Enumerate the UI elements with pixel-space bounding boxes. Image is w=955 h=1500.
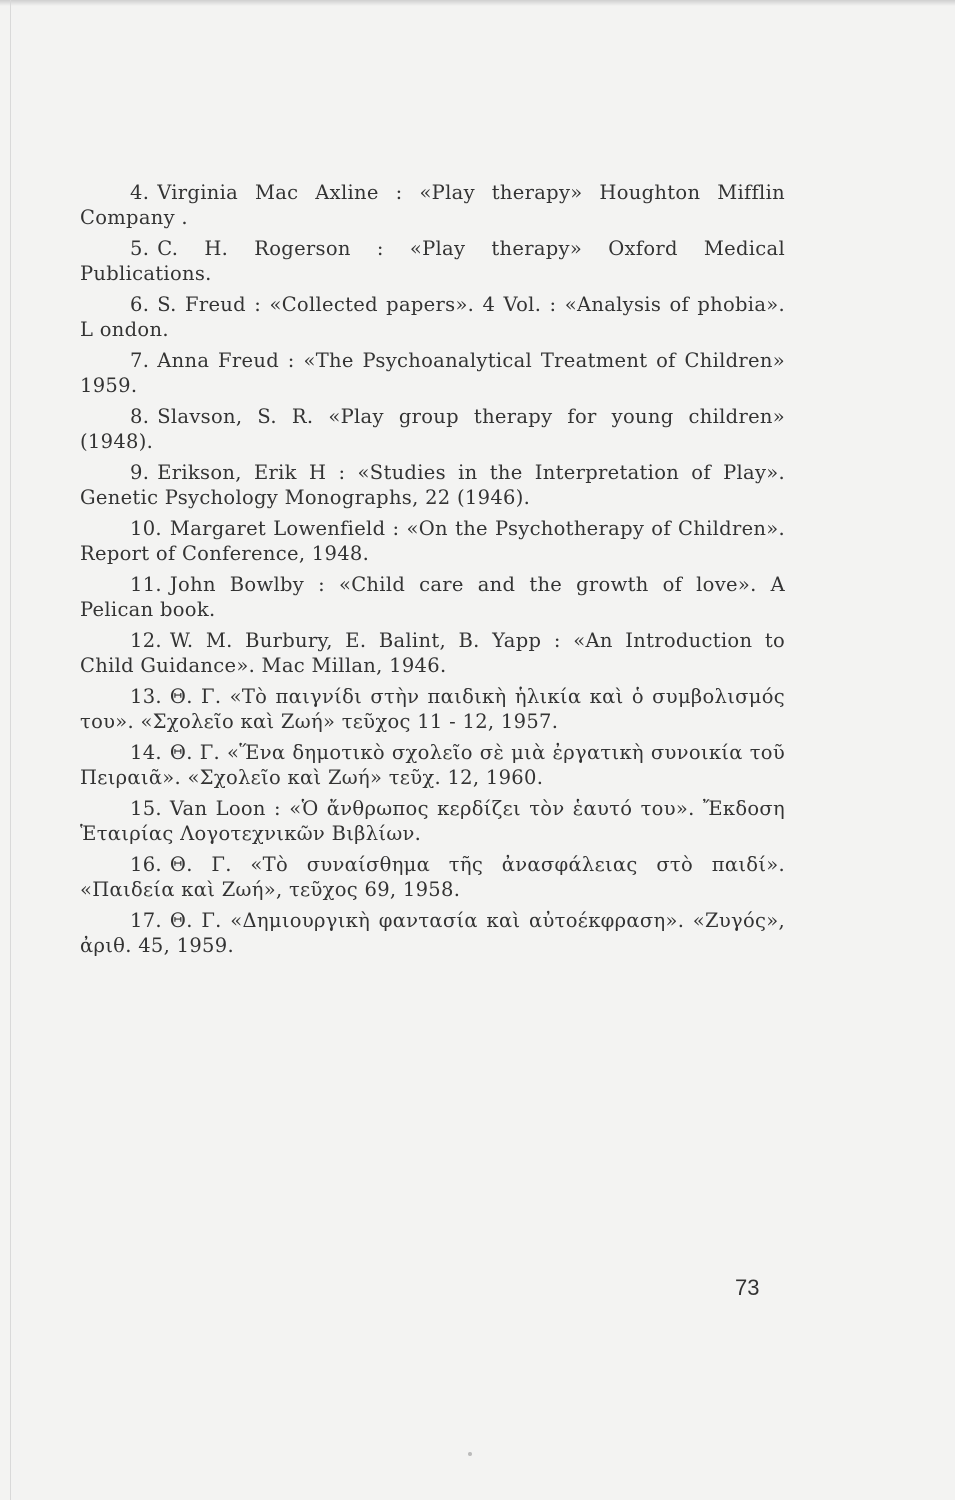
reference-text: John Bowlby : «Child care and the growth of love». A Pelican book. [80,573,785,621]
print-speck [468,1452,472,1456]
reference-text: Anna Freud : «The Psychoanalytical Treatment of Children» 1959. [80,349,785,397]
reference-number: 8. [130,405,150,428]
reference-number: 15. [130,797,162,820]
reference-item [80,796,785,846]
reference-text: Θ. Γ. «Τὸ συναίσθημα τῆς ἀνασφάλειας στὸ παιδί». «Παιδεία καὶ Ζωή», τεῦχος 69, 1958. [80,853,785,901]
reference-item [80,348,785,398]
reference-item [80,908,785,958]
reference-text: Virginia Mac Axline : «Play therapy» Houghton Mifflin Company . [80,181,785,229]
reference-item [80,292,785,342]
reference-item [80,572,785,622]
reference-text: Θ. Γ. «Τὸ παιγνίδι στὴν παιδικὴ ἡλικία καὶ ὁ συμβολισμός του». «Σχολεῖο καὶ Ζωή» τεῦχος 11 - 12, 1957. [80,685,785,733]
reference-text: Van Loon : «Ὁ ἄνθρωπος κερδίζει τὸν ἑαυτό του». Ἔκδοση Ἑταιρίας Λογοτεχνικῶν Βιβλίων. [80,797,785,845]
reference-text: Erikson, Erik H : «Studies in the Interpretation of Play». Genetic Psychology Monographs, 22 (1946). [80,461,785,509]
reference-item [80,180,785,230]
reference-number: 6. [130,293,150,316]
reference-item [80,684,785,734]
reference-item [80,628,785,678]
reference-text: S. Freud : «Collected papers». 4 Vol. : «Analysis of phobia». L ondon. [80,293,785,341]
reference-list [80,180,785,964]
reference-item [80,236,785,286]
reference-number: 9. [130,461,150,484]
reference-number: 5. [130,237,150,260]
reference-item [80,852,785,902]
reference-text: W. M. Burbury, E. Balint, B. Yapp : «An Introduction to Child Guidance». Mac Millan, 1946. [80,629,785,677]
reference-number: 13. [130,685,162,708]
reference-text: Slavson, S. R. «Play group therapy for young children» (1948). [80,405,785,453]
reference-text: C. H. Rogerson : «Play therapy» Oxford Medical Publications. [80,237,785,285]
reference-number: 14. [130,741,162,764]
reference-number: 12. [130,629,162,652]
reference-text: Margaret Lowenfield : «On the Psychotherapy of Children». Report of Conference, 1948. [80,517,785,565]
page-number: 73 [735,1275,760,1300]
reference-item [80,740,785,790]
reference-number: 16. [130,853,162,876]
top-edge [0,0,955,6]
reference-number: 7. [130,349,150,372]
reference-number: 10. [130,517,162,540]
reference-number: 11. [130,573,162,596]
reference-number: 17. [130,909,162,932]
reference-item [80,516,785,566]
reference-item [80,460,785,510]
reference-text: Θ. Γ. «Ἕνα δημοτικὸ σχολεῖο σὲ μιὰ ἐργατικὴ συνοικία τοῦ Πειραιᾶ». «Σχολεῖο καὶ Ζωή» τεῦχ. 12, 1960. [80,741,785,789]
reference-text: Θ. Γ. «Δημιουργικὴ φαντασία καὶ αὐτοέκφραση». «Ζυγός», ἀριθ. 45, 1959. [80,909,785,957]
reference-number: 4. [130,181,150,204]
reference-item [80,404,785,454]
left-margin-line [10,0,11,1500]
